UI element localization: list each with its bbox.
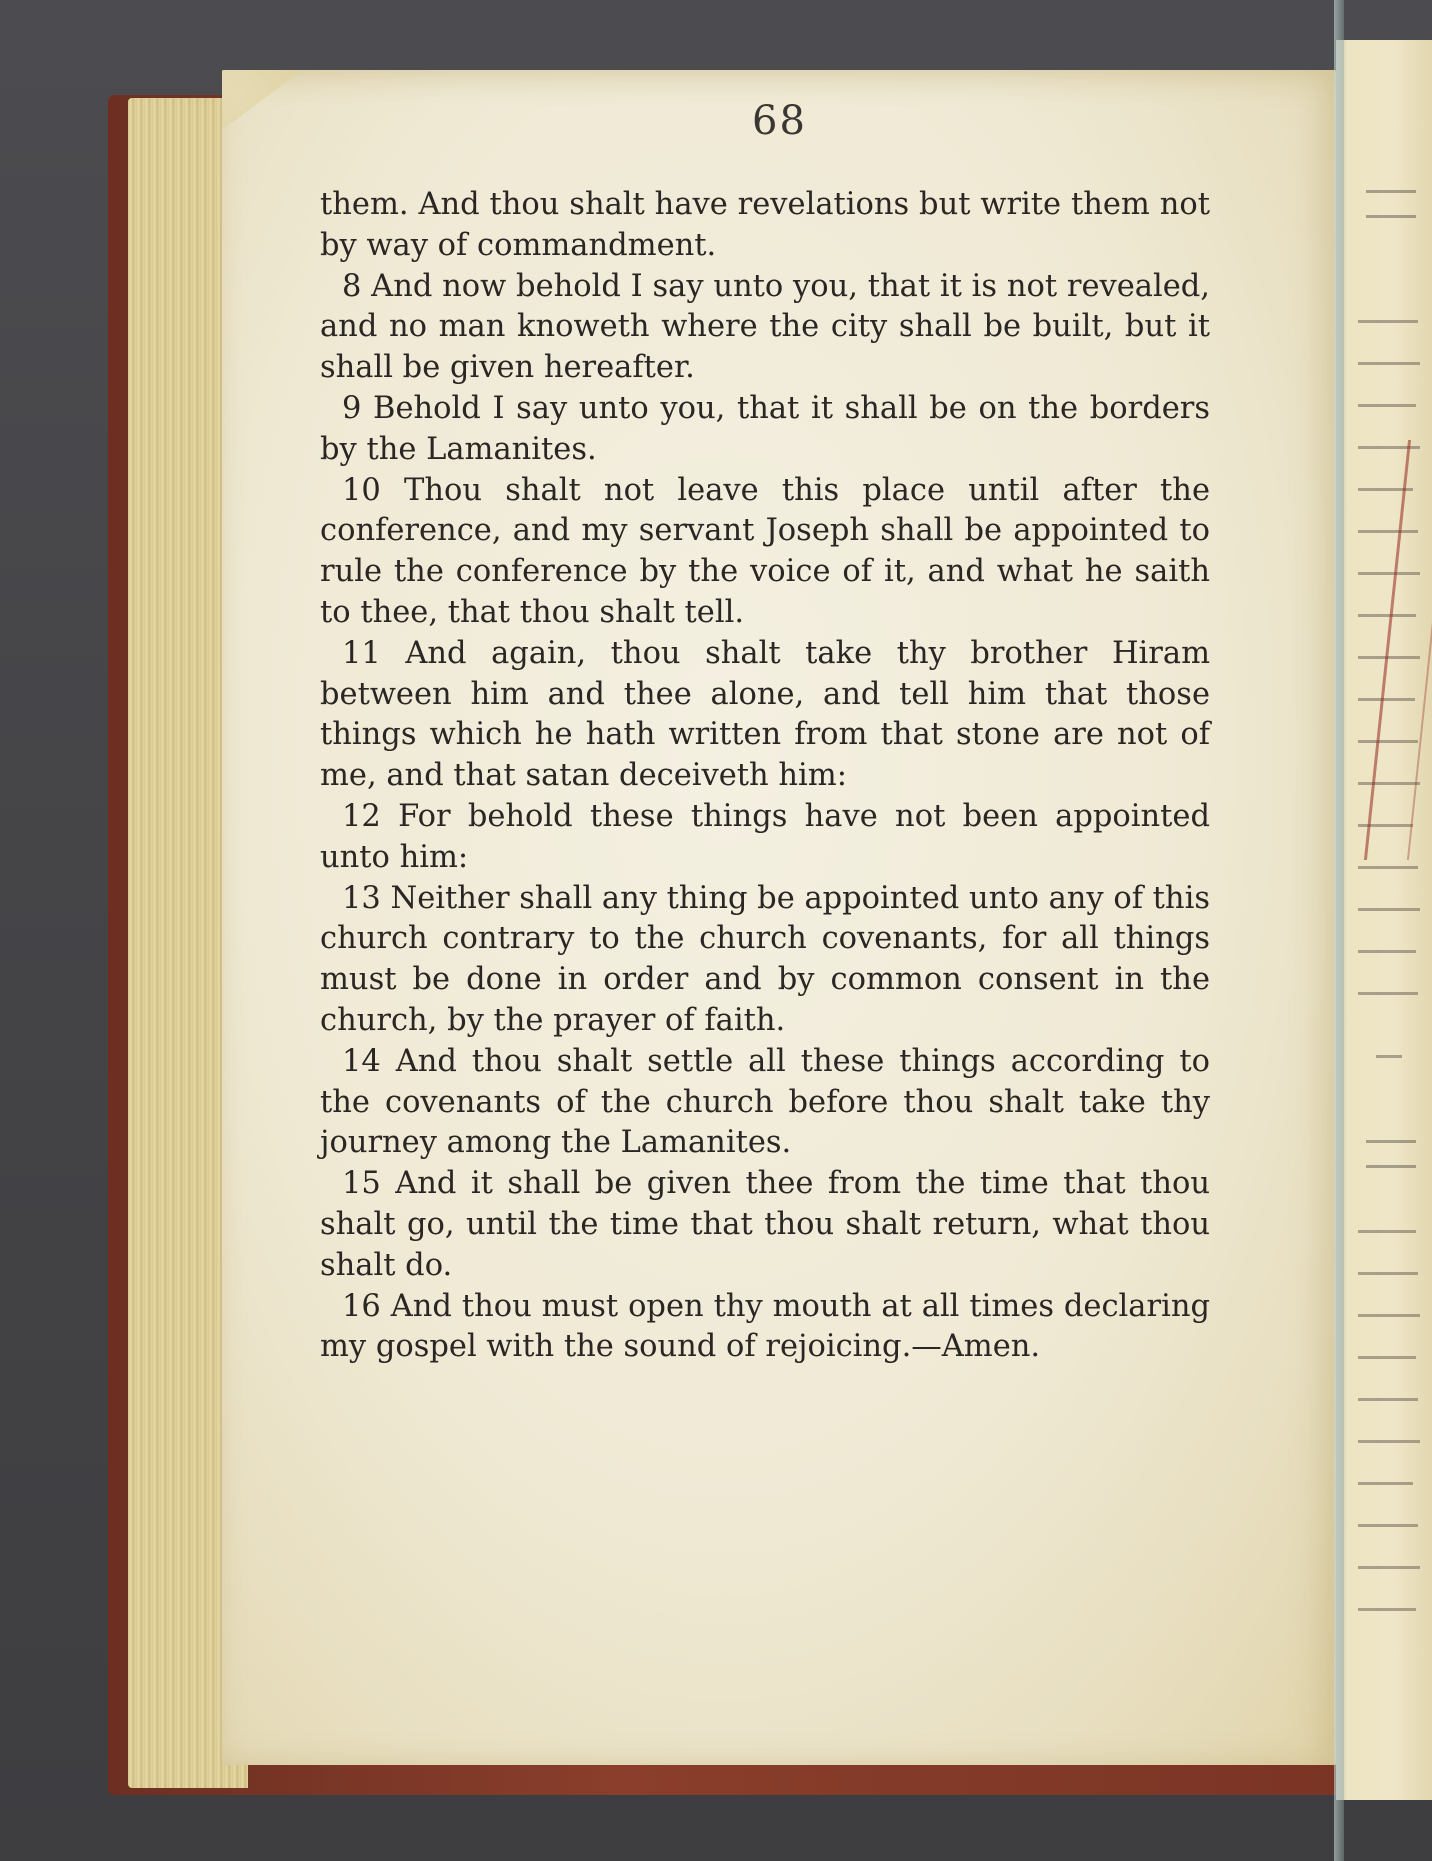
red-ink-mark bbox=[1364, 440, 1432, 860]
facing-text-line bbox=[1358, 404, 1416, 407]
facing-text-line bbox=[1358, 866, 1418, 869]
facing-text-line bbox=[1358, 1482, 1413, 1485]
page-text bbox=[320, 185, 1210, 1368]
facing-text-line bbox=[1358, 1398, 1418, 1401]
facing-text-line bbox=[1358, 1566, 1420, 1569]
facing-heading bbox=[1366, 1140, 1416, 1168]
verse-12: 12 For behold these things have not been appointed unto him: bbox=[320, 798, 1210, 875]
paragraph: them. And thou shalt have revelations but write them not by way of commandment. bbox=[320, 187, 1210, 263]
verse-15: 15 And it shall be given thee from the time that thou shalt go, until the time that thou shalt return, what thou shalt do. bbox=[320, 1166, 1210, 1283]
facing-text-line bbox=[1358, 1524, 1418, 1527]
facing-text-line bbox=[1358, 1314, 1420, 1317]
facing-text-line bbox=[1358, 320, 1418, 323]
page-number: 68 bbox=[752, 98, 807, 144]
facing-heading bbox=[1366, 190, 1416, 218]
verse-13: 13 Neither shall any thing be appointed unto any of this church contrary to the church covenants, for all things must be done in order and by common consent in the church, by the prayer of faith. bbox=[320, 880, 1210, 1038]
verse-11: 11 And again, thou shalt take thy brother Hiram between him and thee alone, and tell him that those things which he hath written from that stone are not of me, and that satan deceiveth him: bbox=[320, 635, 1210, 794]
facing-page bbox=[1336, 40, 1432, 1800]
verse-9: 9 Behold I say unto you, that it shall be on the borders by the Lamanites. bbox=[320, 390, 1210, 467]
facing-text-line bbox=[1358, 908, 1420, 911]
verse-10: 10 Thou shalt not leave this place until after the conference, and my servant Joseph shall be appointed to rule the conference by the voice of it, and what he saith to thee, that thou shalt tell. bbox=[320, 472, 1210, 630]
facing-text-line bbox=[1358, 1230, 1416, 1233]
facing-text-line bbox=[1358, 1272, 1418, 1275]
facing-text-line bbox=[1358, 950, 1416, 953]
verse-16: 16 And thou must open thy mouth at all times declaring my gospel with the sound of rejoicing.—Amen. bbox=[320, 1288, 1210, 1365]
verse-14: 14 And thou shalt settle all these things according to the covenants of the church before thou shalt take thy journey among the Lamanites. bbox=[320, 1043, 1210, 1161]
facing-text-line bbox=[1358, 1608, 1416, 1611]
verse-8: 8 And now behold I say unto you, that it is not revealed, and no man knoweth where the city shall be built, but it shall be given hereafter. bbox=[320, 268, 1210, 386]
book-page bbox=[222, 70, 1337, 1765]
facing-text-line bbox=[1358, 1356, 1416, 1359]
facing-text-line bbox=[1358, 992, 1418, 995]
facing-text-line bbox=[1358, 362, 1420, 365]
glass-plate-edge bbox=[1334, 0, 1344, 1861]
facing-text-line bbox=[1358, 1440, 1420, 1443]
facing-divider bbox=[1376, 1055, 1402, 1058]
